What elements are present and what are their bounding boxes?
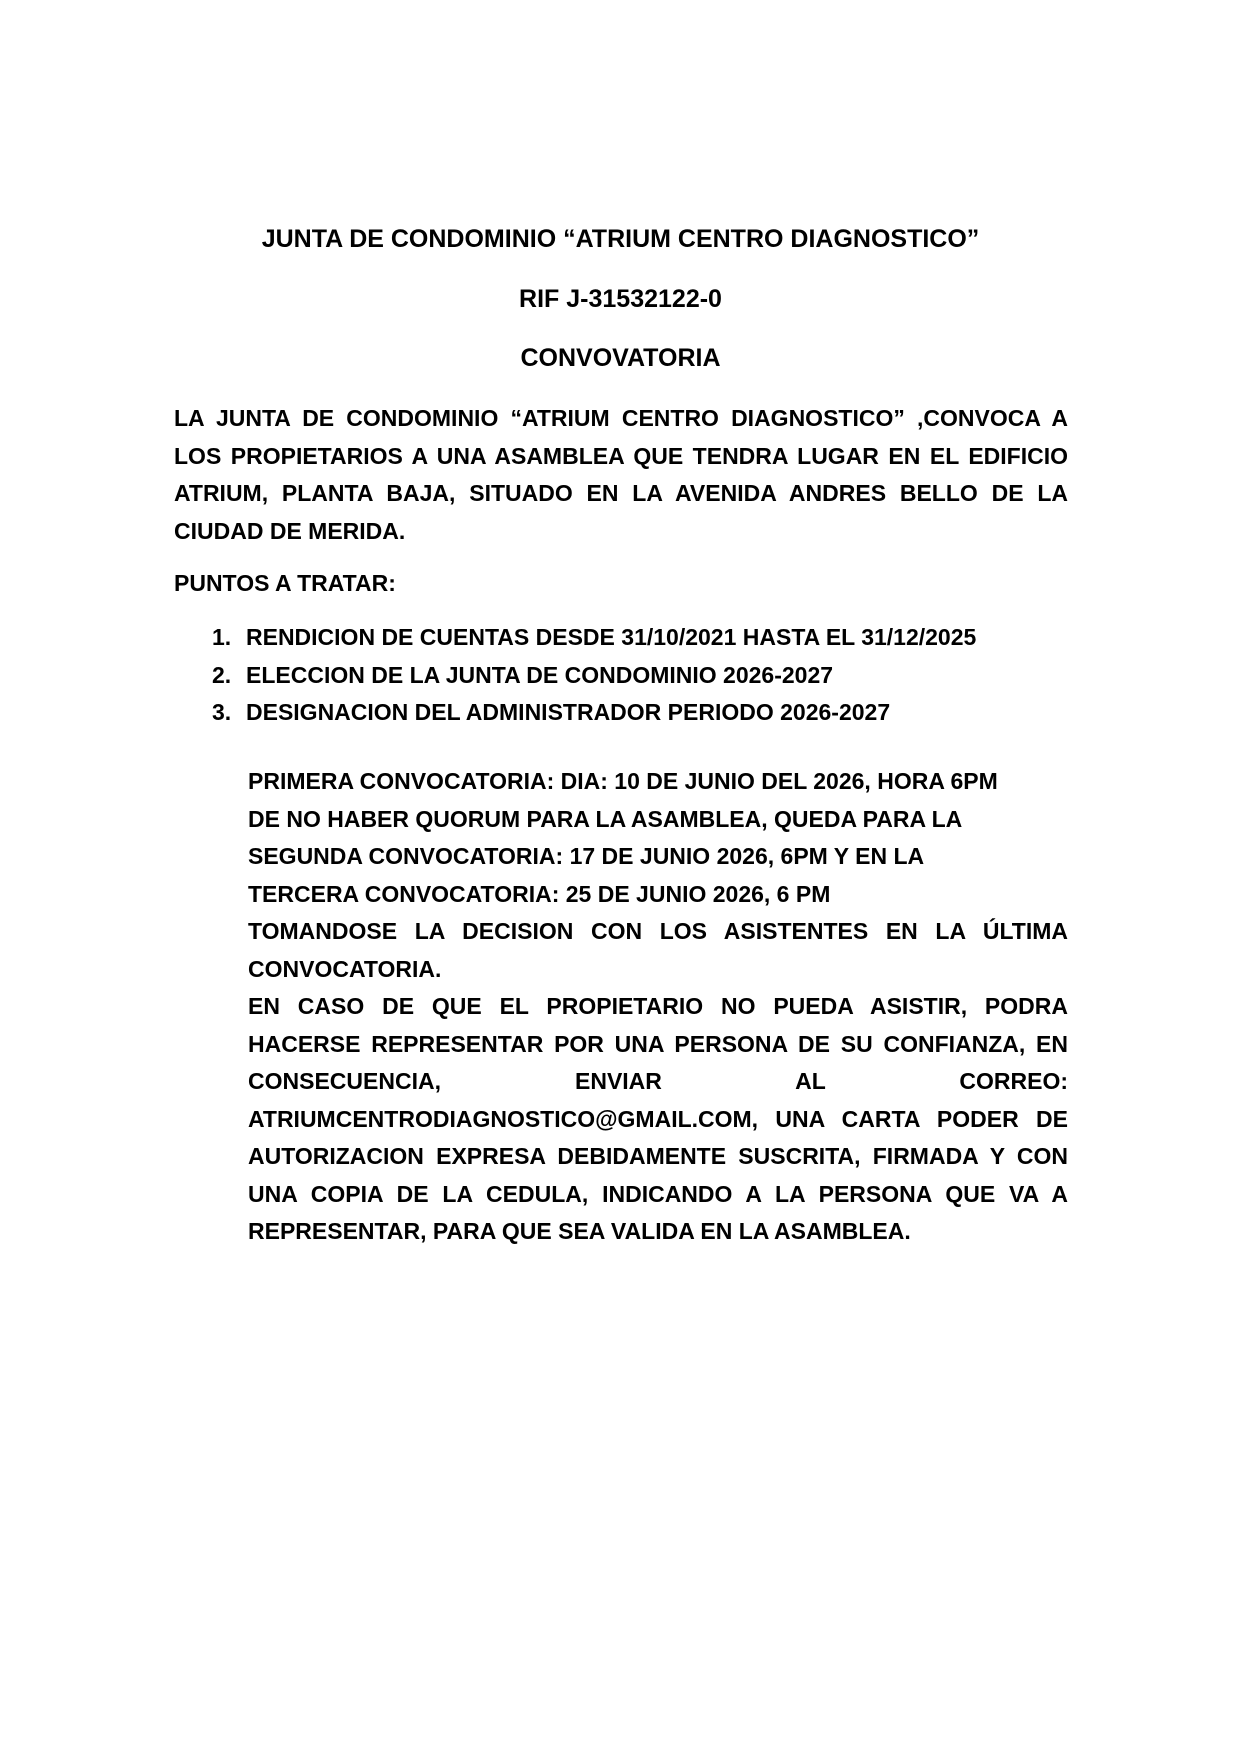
agenda-item-number: 3. [212, 699, 232, 725]
agenda-item-text: RENDICION DE CUENTAS DESDE 31/10/2021 HASTA EL 31/12/2025 [246, 624, 977, 650]
agenda-item-text: DESIGNACION DEL ADMINISTRADOR PERIODO 2026-2027 [246, 699, 891, 725]
schedule-line: TERCERA CONVOCATORIA: 25 DE JUNIO 2026, 6 PM [248, 880, 831, 907]
agenda-item-text: ELECCION DE LA JUNTA DE CONDOMINIO 2026-2027 [246, 661, 834, 688]
document-heading: CONVOVATORIA [520, 344, 721, 372]
convocation-notice [248, 763, 1068, 1251]
schedule-line: SEGUNDA CONVOCATORIA: 17 DE JUNIO 2026, 6PM Y EN LA [248, 843, 925, 869]
agenda-item [212, 619, 976, 657]
agenda-item [212, 657, 976, 695]
document-title: JUNTA DE CONDOMINIO “ATRIUM CENTRO DIAGNOSTICO” [261, 225, 980, 253]
agenda-label: PUNTOS A TRATAR: [174, 570, 396, 596]
agenda-item-number: 2. [212, 661, 232, 688]
schedule-line: PRIMERA CONVOCATORIA: DIA: 10 DE JUNIO DEL 2026, HORA 6PM [248, 768, 998, 794]
agenda-list [212, 619, 976, 732]
agenda-item-number: 1. [212, 624, 232, 650]
decision-paragraph: TOMANDOSE LA DECISION CON LOS ASISTENTES EN LA ÚLTIMA CONVOCATORIA. [248, 918, 1068, 982]
agenda-item [212, 694, 976, 732]
proxy-paragraph: EN CASO DE QUE EL PROPIETARIO NO PUEDA ASISTIR, PODRA HACERSE REPRESENTAR POR UNA PERSONA DE SU CONFIANZA, EN CONSECUENCIA, ENVIAR AL CORREO: ATRIUMCENTRODIAGNOSTICO@GMAIL.COM, UNA CARTA PODER DE AUTORIZACION EXPRESA DEBIDAMENTE SUSCRITA, FIRMADA Y CON UNA COPIA DE LA CEDULA, INDICANDO A LA PERSONA QUE VA A REPRESENTAR, PARA QUE SEA VALIDA EN LA ASAMBLEA. [248, 993, 1068, 1244]
schedule-line: DE NO HABER QUORUM PARA LA ASAMBLEA, QUEDA PARA LA [248, 805, 963, 832]
intro-paragraph: LA JUNTA DE CONDOMINIO “ATRIUM CENTRO DIAGNOSTICO” ,CONVOCA A LOS PROPIETARIOS A UNA ASAMBLEA QUE TENDRA LUGAR EN EL EDIFICIO ATRIUM, PLANTA BAJA, SITUADO EN LA AVENIDA ANDRES BELLO DE LA CIUDAD DE MERIDA. [174, 405, 1068, 544]
rif-number: RIF J-31532122-0 [519, 285, 722, 313]
